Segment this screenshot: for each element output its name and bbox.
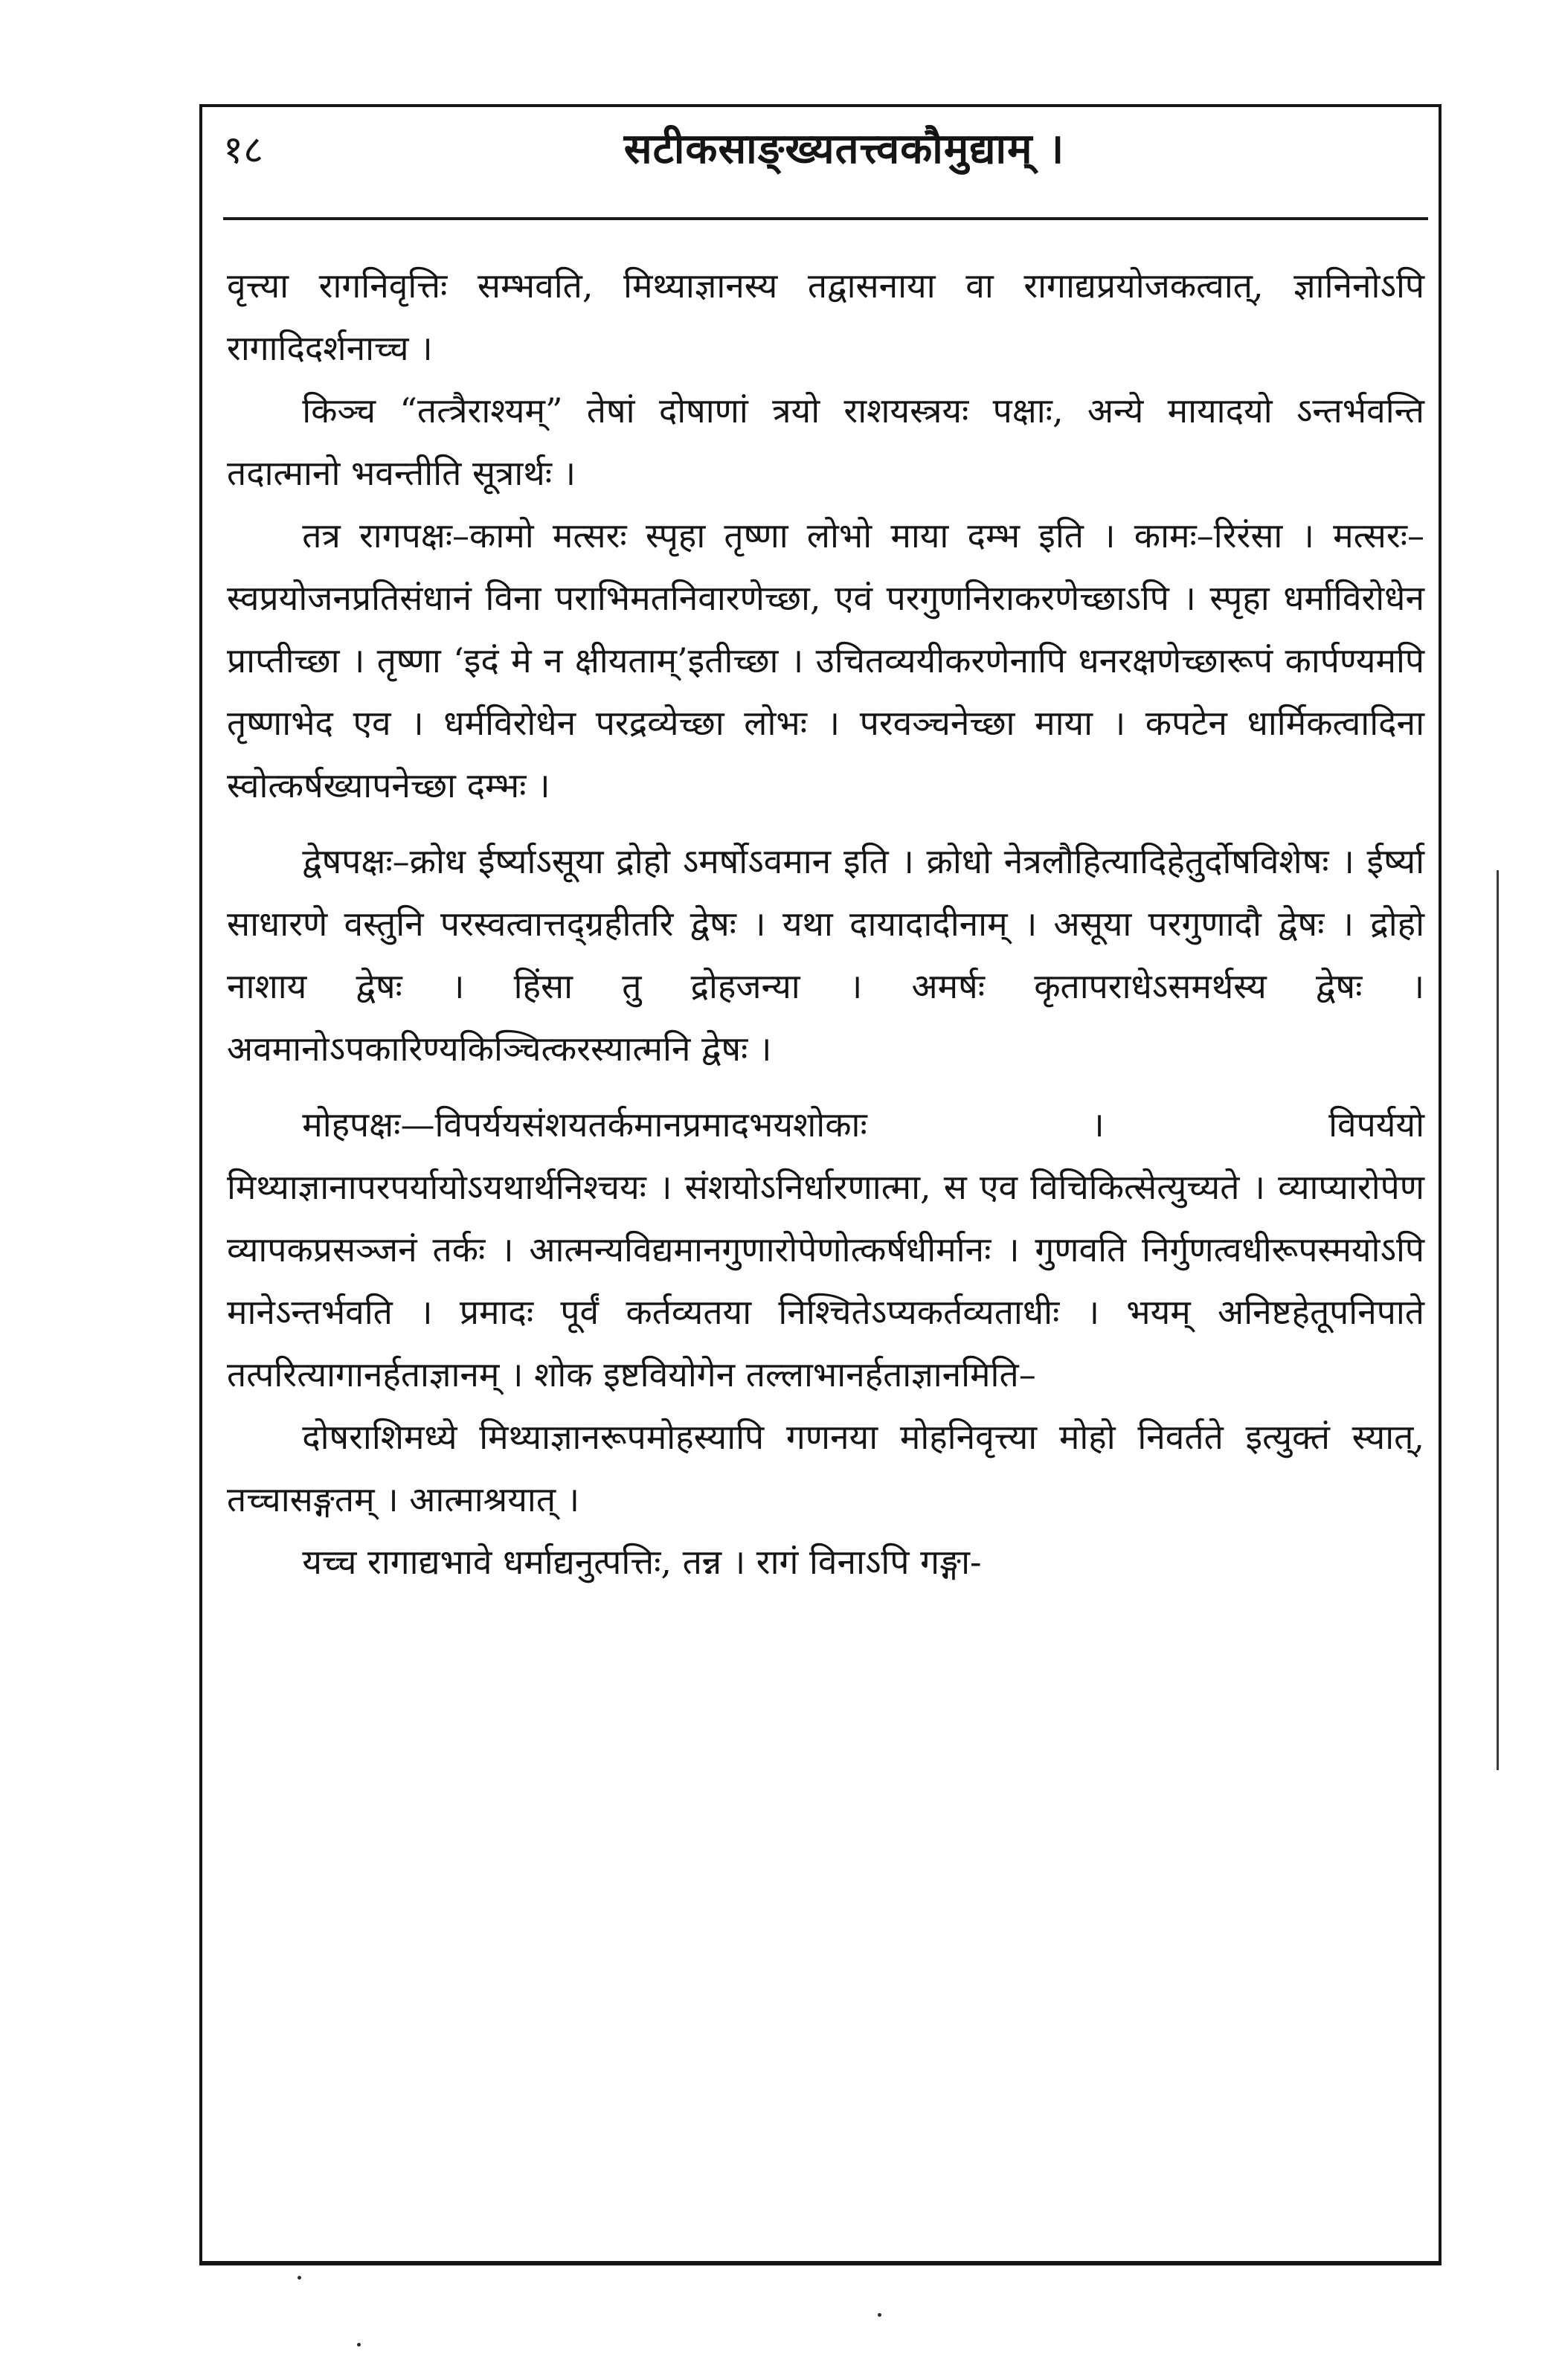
scan-speck (357, 2343, 361, 2347)
paragraph-continuation: वृत्त्या रागनिवृत्तिः सम्भवति, मिथ्याज्ञानस्य तद्वासनाया वा रागाद्यप्रयोजकत्वात्, ज्ञानिनोऽपि रागादिदर्शनाच्च । (227, 266, 1424, 368)
paragraph-trairashya: किञ्च “तत्त्रैराश्यम्” तेषां दोषाणां त्रयो राशयस्त्रयः पक्षाः, अन्ये मायादयो ऽन्तर्भवन्ति तदात्मानो भवन्तीति सूत्रार्थः । (227, 390, 1424, 493)
paragraph-raga-paksha: तत्र रागपक्षः–कामो मत्सरः स्पृहा तृष्णा लोभो माया दम्भ इति । कामः–रिरंसा । मत्सरः–स्वप्रयोजनप्रतिसंधानं विना पराभिमतनिवारणेच्छा, एवं परगुणनिराकरणेच्छाऽपि । स्पृहा धर्माविरोधेन प्राप्तीच्छा । तृष्णा ‘इदं मे न क्षीयताम्’इतीच्छा । उचितव्ययीकरणेनापि धनरक्षणेच्छारूपं कार्पण्यमपि तृष्णाभेद एव । धर्मविरोधेन परद्रव्येच्छा लोभः । परवञ्चनेच्छा माया । कपटेन धार्मिकत्वादिना स्वोत्कर्षख्यापनेच्छा दम्भः । (227, 515, 1424, 805)
running-title: सटीकसाङ्ख्यतत्त्वकौमुद्याम् । (623, 124, 1065, 173)
paragraph-moha-paksha: मोहपक्षः—विपर्ययसंशयतर्कमानप्रमादभयशोकाः । विपर्ययो मिथ्याज्ञानापरपर्यायोऽयथार्थनिश्चयः । संशयोऽनिर्धारणात्मा, स एव विचिकित्सेत्युच्यते । व्याप्यारोपेण व्यापकप्रसञ्जनं तर्कः । आत्मन्यविद्यमानगुणारोपेणोत्कर्षधीर्मानः । गुणवति निर्गुणत्वधीरूपस्मयोऽपि मानेऽन्तर्भवति । प्रमादः पूर्वं कर्तव्यतया निश्चितेऽप्यकर्तव्यताधीः । भयम् अनिष्टहेतूपनिपाते तत्परित्यागानर्हताज्ञानम् । शोक इष्टवियोगेन तल्लाभानर्हताज्ञानमिति– (227, 1104, 1424, 1395)
paragraph-dosha-rashi: दोषराशिमध्ये मिथ्याज्ञानरूपमोहस्यापि गणनया मोहनिवृत्त्या मोहो निवर्तते इत्युक्तं स्यात्, तच्चासङ्गतम् । आत्माश्रयात् । (227, 1417, 1424, 1519)
scan-edge-line (1497, 870, 1499, 1770)
page-number: १८ (223, 128, 264, 173)
body-text (227, 254, 1424, 1593)
paragraph-dvesha-paksha: द्वेषपक्षः–क्रोध ईर्ष्याऽसूया द्रोहो ऽमर्षोऽवमान इति । क्रोधो नेत्रलौहित्यादिहेतुर्दोषविशेषः । ईर्ष्या साधारणे वस्तुनि परस्वत्वात्तद्ग्रहीतरि द्वेषः । यथा दायादादीनाम् । असूया परगुणादौ द्वेषः । द्रोहो नाशाय द्वेषः । हिंसा तु द्रोहजन्या । अमर्षः कृतापराधेऽसमर्थस्य द्वेषः । अवमानोऽपकारिण्यकिञ्चित्करस्यात्मनि द्वेषः । (227, 841, 1424, 1069)
header-rule (223, 217, 1428, 220)
paragraph-ragadyabhave: यच्च रागाद्यभावे धर्माद्यनुत्पत्तिः, तन्न । रागं विनाऽपि गङ्गा- (302, 1542, 982, 1582)
scan-speck (298, 2276, 301, 2280)
scan-speck (878, 2313, 881, 2317)
